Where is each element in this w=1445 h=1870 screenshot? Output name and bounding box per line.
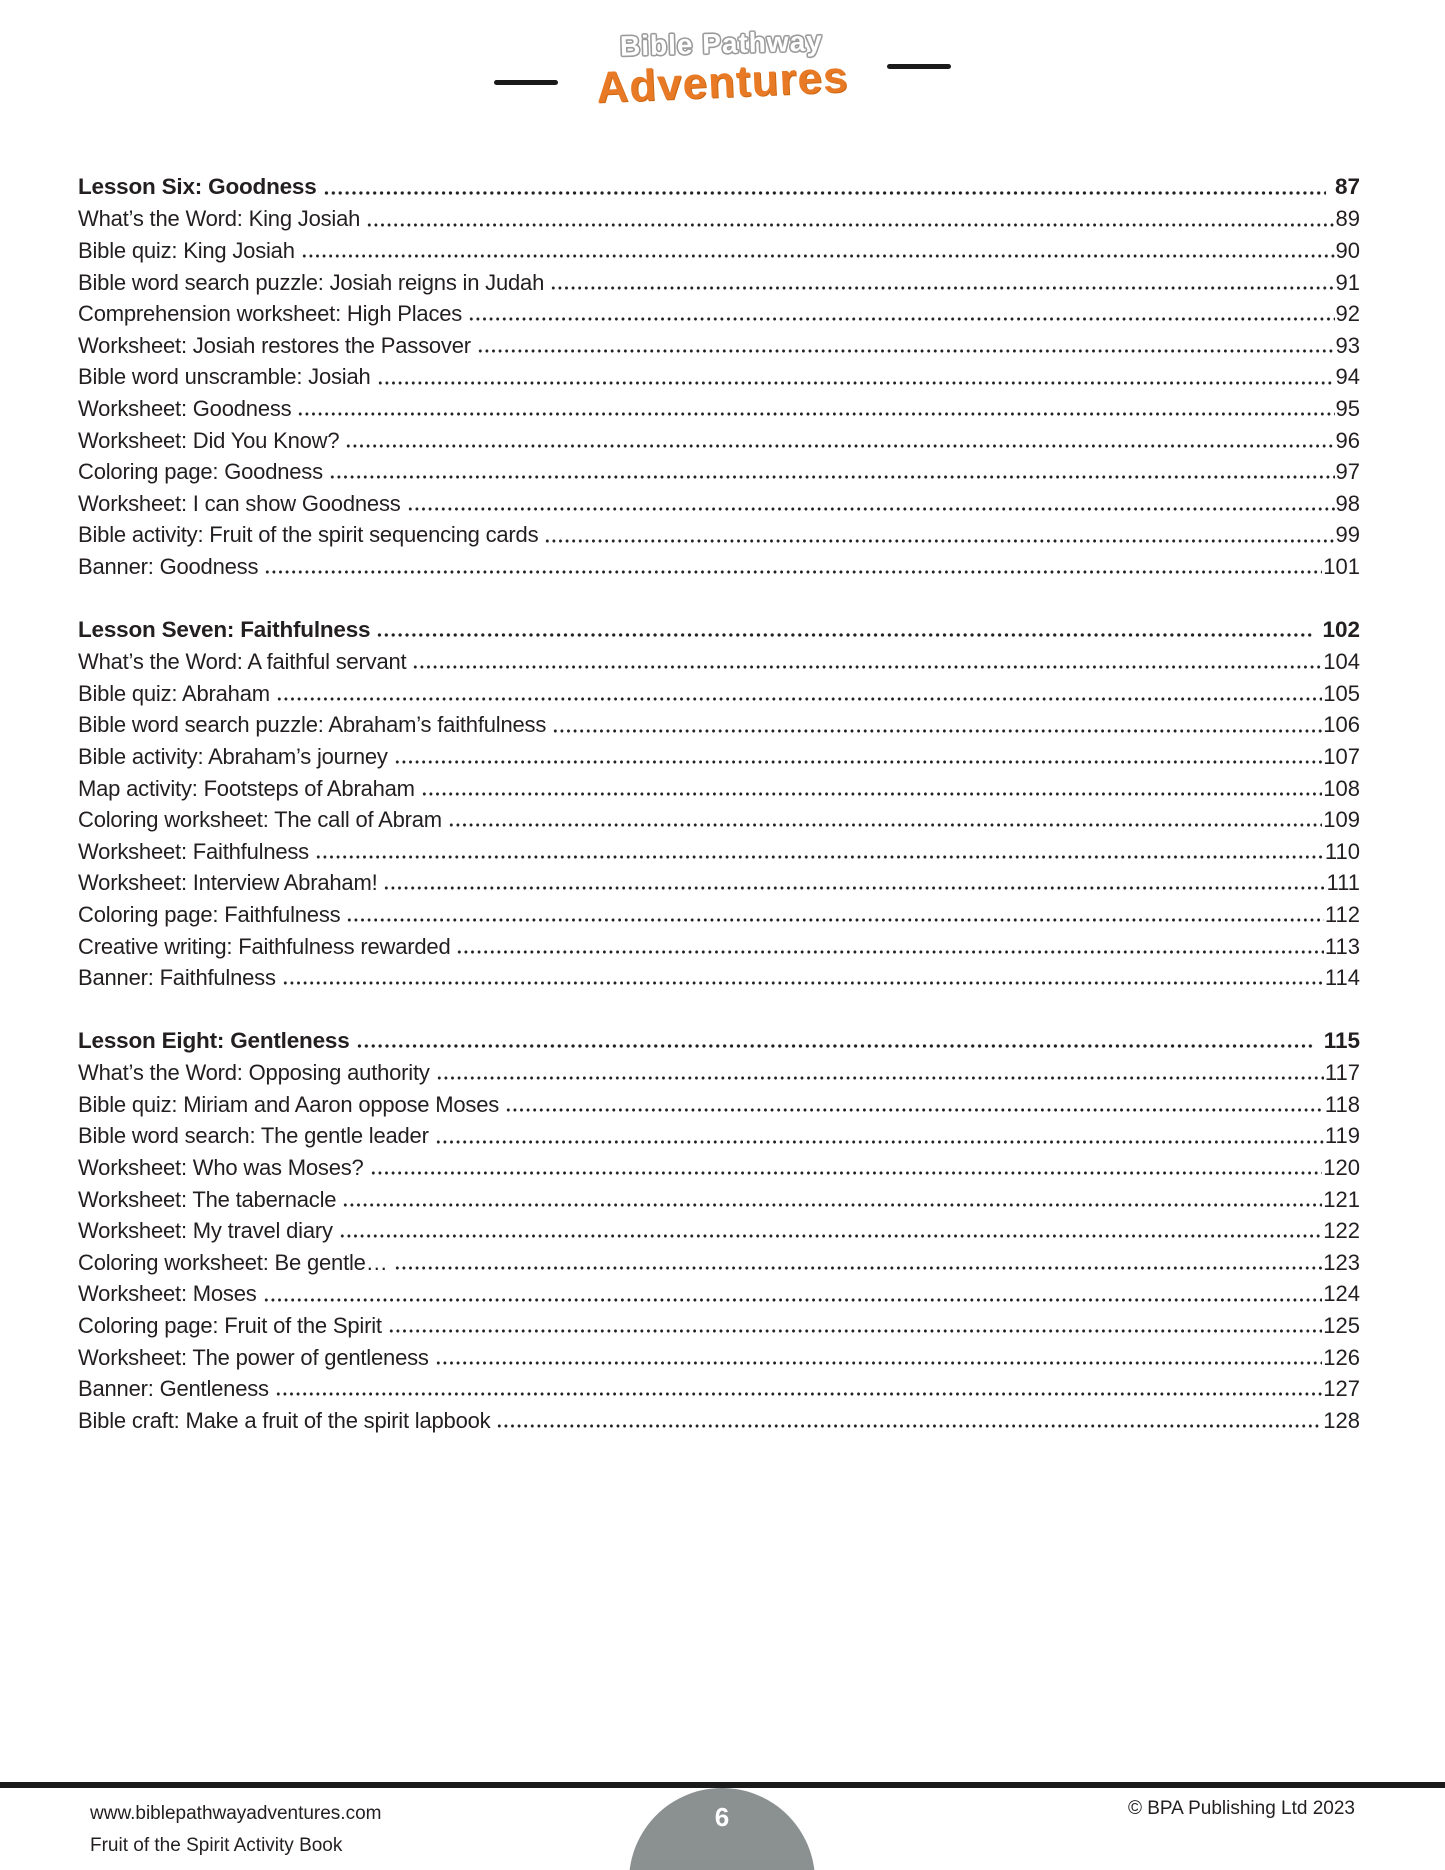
dot-leader [323,168,1326,200]
toc-entry-title: Coloring worksheet: Be gentle… [78,1249,388,1275]
toc-entry-title: What’s the Word: A faithful servant [78,649,407,675]
toc-entry-page: 122 [1323,1218,1360,1244]
toc-entry [78,452,1360,484]
dot-leader [505,1085,1324,1117]
toc-entry [78,863,1360,895]
dot-leader [412,642,1322,674]
toc-entry-title: Worksheet: Who was Moses? [78,1155,364,1181]
toc-entry-title: Creative writing: Faithfulness rewarded [78,933,451,959]
toc-entry [78,294,1360,326]
dot-leader [394,1243,1323,1275]
toc-entry-page: 126 [1323,1344,1360,1370]
toc-entry [78,642,1360,674]
toc-entry-page: 95 [1335,396,1360,421]
toc-entry [78,484,1360,516]
dot-leader [370,1148,1323,1180]
toc-entry [78,706,1360,738]
toc-entry-title: Banner: Gentleness [78,1376,269,1402]
toc-section [78,611,1360,990]
toc-entry [78,1148,1360,1180]
dot-leader [264,547,1322,579]
footer-left [90,1798,382,1862]
dot-leader [329,452,1335,484]
dot-leader [388,1306,1322,1338]
toc-entry-title: Worksheet: Faithfulness [78,838,309,864]
dot-leader [345,421,1334,453]
toc-entry-page: 128 [1323,1407,1360,1433]
toc-entry-page: 121 [1323,1186,1360,1212]
toc-entry-page: 106 [1323,712,1360,738]
toc-entry-page: 127 [1323,1376,1360,1402]
toc-entry [78,358,1360,390]
toc-entry-page: 102 [1322,617,1360,643]
page-number-badge [629,1788,815,1870]
toc-entry-title: Worksheet: I can show Goodness [78,490,401,516]
toc-entry [78,1401,1360,1433]
dot-leader [339,1211,1322,1243]
toc-entry-title: Comprehension worksheet: High Places [78,301,463,327]
toc-entry [78,800,1360,832]
toc-entry [78,832,1360,864]
toc-section [78,168,1360,579]
dot-leader [366,200,1334,232]
toc-entry-page: 125 [1323,1313,1360,1339]
toc-entry-title: Worksheet: Did You Know? [78,427,340,453]
dot-leader [263,1275,1323,1307]
toc-entry-page: 118 [1324,1091,1360,1117]
toc-entry [78,326,1360,358]
dot-leader [448,800,1322,832]
toc-entry-page: 87 [1334,174,1360,200]
toc-entry-title: Bible word search puzzle: Josiah reigns in Judah [78,269,545,295]
toc-section-header [78,1022,1360,1054]
toc-entry [78,1275,1360,1307]
dot-leader [346,895,1323,927]
toc-entry-page: 91 [1335,269,1360,295]
toc-entry-page: 108 [1323,775,1360,801]
table-of-contents [78,168,1360,1465]
toc-entry-page: 96 [1335,427,1360,453]
toc-entry-title: Bible quiz: King Josiah [78,238,295,264]
toc-entry [78,895,1360,927]
dot-leader [282,958,1324,990]
toc-entry-page: 114 [1324,965,1360,991]
toc-entry-title: Bible activity: Fruit of the spirit sequencing cards [78,522,539,548]
toc-entry-page: 92 [1335,301,1360,327]
toc-entry-title: Banner: Faithfulness [78,965,276,991]
toc-entry-title: Bible quiz: Miriam and Aaron oppose Moses [78,1091,500,1117]
toc-entry-page: 107 [1323,743,1360,769]
dot-leader [435,1338,1323,1370]
toc-entry [78,1180,1360,1212]
toc-entry-title: Bible word search puzzle: Abraham’s faithfulness [78,712,547,738]
logo-text [595,25,849,112]
dot-leader [407,484,1335,516]
toc-entry-title: Worksheet: Moses [78,1281,257,1307]
dot-leader [552,706,1322,738]
toc-entry-title: Lesson Seven: Faithfulness [78,617,371,643]
toc-entry-page: 124 [1323,1281,1360,1307]
toc-entry-page: 115 [1323,1028,1360,1054]
toc-entry [78,1306,1360,1338]
toc-entry-page: 117 [1324,1060,1360,1086]
page-number: 6 [714,1802,730,1832]
toc-entry-title: Coloring page: Faithfulness [78,901,341,927]
toc-entry-title: Worksheet: My travel diary [78,1218,333,1244]
toc-entry-title: Worksheet: Goodness [78,396,292,421]
dot-leader [276,674,1322,706]
toc-entry-title: What’s the Word: King Josiah [78,206,361,232]
logo-right-dash [887,64,951,69]
toc-entry-page: 90 [1335,238,1360,264]
toc-entry-page: 119 [1324,1123,1360,1149]
toc-entry-title: Bible word search: The gentle leader [78,1123,429,1149]
dot-leader [436,1053,1324,1085]
dot-leader [468,294,1334,326]
footer-copyright: © BPA Publishing Ltd 2023 [1127,1798,1355,1819]
toc-entry [78,200,1360,232]
toc-entry-title: Worksheet: Josiah restores the Passover [78,332,471,358]
toc-entry-page: 123 [1323,1249,1360,1275]
dot-leader [544,516,1334,548]
toc-entry-page: 109 [1323,807,1360,833]
toc-entry-page: 120 [1323,1155,1360,1181]
toc-entry [78,674,1360,706]
toc-entry-page: 112 [1324,901,1360,927]
toc-section-header [78,611,1360,643]
toc-entry-title: Worksheet: The power of gentleness [78,1344,429,1370]
dot-leader [315,832,1324,864]
logo [0,25,1445,113]
toc-entry [78,1053,1360,1085]
toc-entry-page: 98 [1335,490,1360,516]
toc-entry-page: 111 [1326,870,1360,896]
toc-entry [78,1211,1360,1243]
dot-leader [435,1117,1324,1149]
toc-entry [78,389,1360,421]
dot-leader [377,358,1335,390]
toc-entry [78,1085,1360,1117]
footer-website: www.biblepathwayadventures.com [90,1803,382,1824]
toc-entry-page: 105 [1323,680,1360,706]
dot-leader [421,769,1322,801]
toc-entry [78,1117,1360,1149]
dot-leader [376,611,1313,643]
toc-entry-title: Worksheet: Interview Abraham! [78,870,378,896]
dot-leader [301,231,1335,263]
toc-entry [78,1338,1360,1370]
toc-entry [78,737,1360,769]
toc-entry-page: 113 [1324,933,1360,959]
toc-entry-title: Bible quiz: Abraham [78,680,270,706]
dot-leader [356,1022,1315,1054]
dot-leader [477,326,1335,358]
toc-entry-title: Lesson Six: Goodness [78,174,317,200]
toc-entry-title: Lesson Eight: Gentleness [78,1028,350,1054]
toc-entry [78,958,1360,990]
toc-section-header [78,168,1360,200]
toc-entry [78,263,1360,295]
toc-entry-page: 110 [1324,838,1360,864]
toc-entry-title: Coloring page: Goodness [78,459,323,485]
toc-entry [78,421,1360,453]
toc-entry-title: Bible craft: Make a fruit of the spirit lapbook [78,1407,491,1433]
toc-entry-title: Map activity: Footsteps of Abraham [78,775,415,801]
dot-leader [342,1180,1322,1212]
dot-leader [550,263,1334,295]
toc-entry [78,516,1360,548]
toc-entry-title: What’s the Word: Opposing authority [78,1060,430,1086]
dot-leader [297,389,1334,421]
toc-entry-title: Coloring page: Fruit of the Spirit [78,1313,382,1339]
toc-entry [78,547,1360,579]
toc-entry-page: 97 [1335,459,1360,485]
dot-leader [394,737,1323,769]
toc-entry-page: 93 [1335,332,1360,358]
toc-entry [78,1243,1360,1275]
toc-entry [78,231,1360,263]
dot-leader [275,1369,1322,1401]
toc-entry-title: Banner: Goodness [78,553,259,579]
toc-entry-page: 89 [1335,206,1360,232]
dot-leader [383,863,1325,895]
toc-entry-page: 99 [1335,522,1360,548]
logo-bible-pathway: Bible Pathway [620,25,824,62]
toc-entry [78,1369,1360,1401]
toc-entry-page: 94 [1335,364,1360,390]
toc-entry-page: 104 [1323,649,1360,675]
dot-leader [456,927,1323,959]
logo-adventures: Adventures [595,52,850,113]
toc-entry-title: Worksheet: The tabernacle [78,1186,337,1212]
toc-entry-title: Coloring worksheet: The call of Abram [78,807,442,833]
toc-entry-title: Bible activity: Abraham’s journey [78,743,388,769]
footer-book-title: Fruit of the Spirit Activity Book [90,1835,343,1856]
logo-left-dash [494,80,558,85]
toc-section [78,1022,1360,1433]
toc-entry-page: 101 [1323,553,1360,579]
dot-leader [496,1401,1322,1433]
toc-entry [78,927,1360,959]
toc-entry-title: Bible word unscramble: Josiah [78,364,371,390]
toc-entry [78,769,1360,801]
